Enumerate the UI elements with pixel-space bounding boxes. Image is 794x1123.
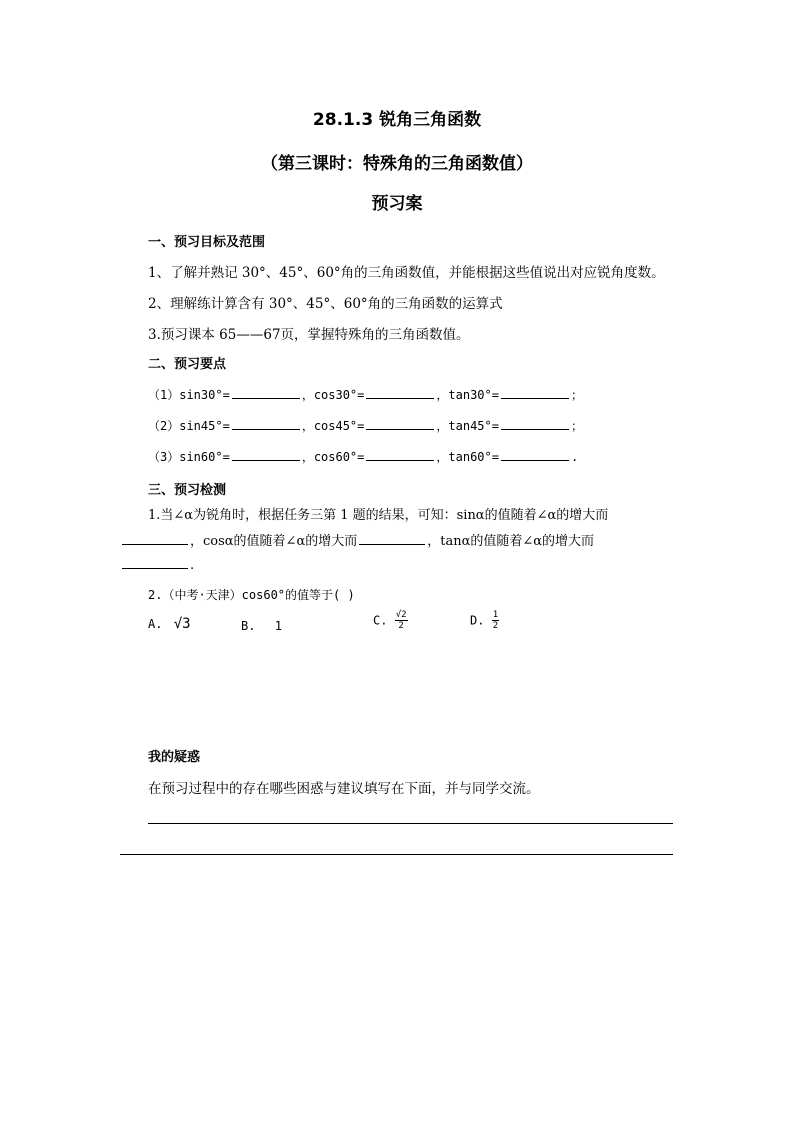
question2: 2.（中考·天津）cos60°的值等于( ) xyxy=(148,588,355,602)
row-number: （1） xyxy=(148,388,180,402)
option-a[interactable] xyxy=(148,616,191,632)
row-end: ； xyxy=(570,419,583,433)
option-a-label: A. xyxy=(148,617,163,631)
question1-line2 xyxy=(120,530,594,549)
key-point-row-2 xyxy=(148,417,583,434)
cos-label: ，cos45°= xyxy=(301,419,365,433)
row-number: （2） xyxy=(148,419,180,433)
section2-title: 二、预习要点 xyxy=(148,357,227,372)
question1-line1: 1.当∠α为锐角时，根据任务三第 1 题的结果，可知：sinα的值随着∠α的增大而 xyxy=(148,508,609,523)
option-c-fraction xyxy=(395,610,408,631)
question1-line3 xyxy=(120,556,194,573)
sin-label: sin30°= xyxy=(179,388,230,402)
q1-tan-text: ，tanα的值随着∠α的增大而 xyxy=(427,534,595,549)
answer-blank[interactable] xyxy=(501,386,569,399)
option-a-value: √3 xyxy=(173,616,191,632)
section1-title: 一、预习目标及范围 xyxy=(148,235,266,250)
tan-label: ，tan45°= xyxy=(436,419,499,433)
option-d-label: D. xyxy=(470,613,485,628)
cos-label: ，cos30°= xyxy=(301,388,365,402)
key-point-row-3 xyxy=(148,448,578,465)
answer-blank[interactable] xyxy=(359,532,425,545)
section1-item-1: 1、了解并熟记 30°、45°、60°角的三角函数值，并能根据这些值说出对应锐角度数。 xyxy=(148,265,665,281)
key-point-row-1 xyxy=(148,386,583,403)
row-end: ； xyxy=(570,388,583,402)
answer-blank[interactable] xyxy=(232,417,300,430)
document-heading: 预习案 xyxy=(371,194,423,214)
tan-label: ，tan30°= xyxy=(436,388,499,402)
row-number: （3） xyxy=(148,450,180,464)
option-c-label: C. xyxy=(373,613,388,628)
fraction-denominator: 2 xyxy=(398,621,404,631)
q1-cos-text: ，cosα的值随着∠α的增大而 xyxy=(190,534,358,549)
row-end: . xyxy=(570,450,579,464)
fraction-numerator: √2 xyxy=(395,610,407,620)
document-title: 28.1.3 锐角三角函数 xyxy=(312,110,482,130)
option-b-value: 1 xyxy=(274,619,282,633)
section1-item-3: 3.预习课本 65——67页，掌握特殊角的三角函数值。 xyxy=(148,327,470,343)
fraction-denominator: 2 xyxy=(492,621,499,631)
sin-label: sin60°= xyxy=(179,450,230,464)
doubts-title: 我的疑惑 xyxy=(148,750,201,765)
answer-blank[interactable] xyxy=(232,448,300,461)
answer-blank[interactable] xyxy=(232,386,300,399)
answer-blank[interactable] xyxy=(501,448,569,461)
q1-end: . xyxy=(190,558,195,573)
document-subtitle: （第三课时：特殊角的三角函数值） xyxy=(261,154,533,174)
section1-item-2: 2、理解练计算含有 30°、45°、60°角的三角函数的运算式 xyxy=(148,296,503,312)
answer-blank[interactable] xyxy=(501,417,569,430)
option-b[interactable] xyxy=(241,619,282,633)
option-c[interactable] xyxy=(373,610,408,631)
answer-blank[interactable] xyxy=(366,386,434,399)
fraction-numerator: 1 xyxy=(492,610,499,620)
answer-blank[interactable] xyxy=(366,417,434,430)
sin-label: sin45°= xyxy=(179,419,230,433)
option-d[interactable] xyxy=(470,610,499,631)
option-d-fraction xyxy=(492,610,499,631)
answer-blank[interactable] xyxy=(366,448,434,461)
tan-label: ，tan60°= xyxy=(436,450,499,464)
option-b-label: B. xyxy=(241,619,256,633)
cos-label: ，cos60°= xyxy=(301,450,365,464)
section3-title: 三、预习检测 xyxy=(148,483,227,498)
doubts-instruction: 在预习过程中的存在哪些困惑与建议填写在下面，并与同学交流。 xyxy=(148,781,540,797)
writing-line[interactable] xyxy=(148,823,673,824)
answer-blank[interactable] xyxy=(122,532,188,545)
writing-line[interactable] xyxy=(120,854,673,855)
answer-blank[interactable] xyxy=(122,556,188,569)
